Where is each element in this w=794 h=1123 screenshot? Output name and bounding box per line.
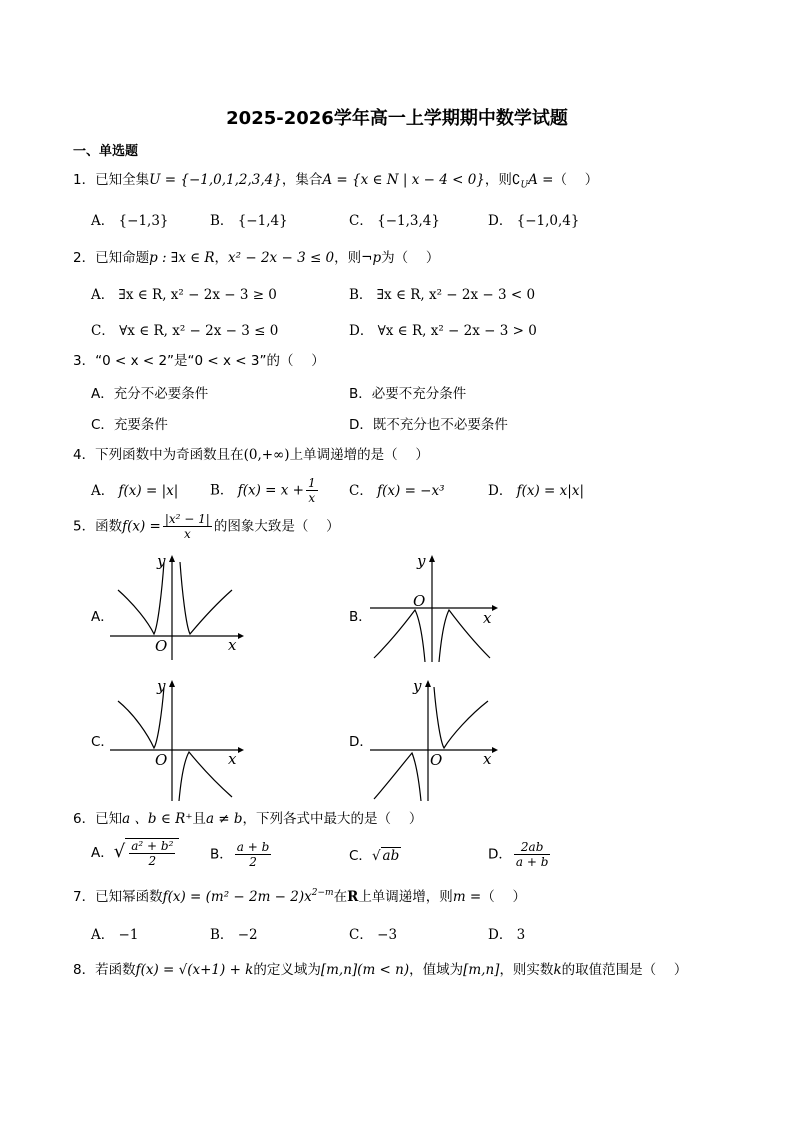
page-title: 2025-2026学年高一上学期期中数学试题 xyxy=(226,108,568,129)
complement-subscript: U xyxy=(520,180,529,191)
origin-label: O xyxy=(413,592,426,610)
fraction: $\frac{1}{x}$ xyxy=(307,476,316,505)
question-7 xyxy=(73,889,526,905)
question-text: ，则实数 xyxy=(499,962,554,978)
x-axis-label: x xyxy=(483,750,492,768)
question-text: 已知命题 xyxy=(95,250,150,266)
fraction: $\frac{a + b}{2}$ xyxy=(236,840,270,869)
question-text: ，值域为 xyxy=(409,962,464,978)
x-axis-label: x xyxy=(483,609,492,627)
math-range: [m,n] xyxy=(463,962,500,978)
q5-option-d[interactable]: D． xyxy=(349,734,373,750)
q2-option-c[interactable]: C． ∀x ∈ R, x² − 2x − 3 ≤ 0 xyxy=(91,323,279,339)
question-number: 2． xyxy=(73,250,96,266)
math-negation: ¬p xyxy=(361,250,382,266)
question-text: 若函数 xyxy=(95,962,136,978)
graph-option-d[interactable] xyxy=(370,675,500,805)
question-text: 下列函数中为奇函数且在 xyxy=(95,447,244,463)
question-text: 为（ ） xyxy=(381,250,440,266)
question-number: 5． xyxy=(73,518,96,535)
question-6 xyxy=(73,811,422,827)
q6-option-b[interactable]: B． $\frac{a + b}{2}$ xyxy=(210,840,270,869)
complement-symbol: ∁ xyxy=(511,172,521,188)
math-reals: R xyxy=(347,889,359,905)
q3-option-b[interactable]: B．必要不充分条件 xyxy=(349,386,467,402)
origin-label: O xyxy=(155,751,168,769)
math-inequality: x² − 2x − 3 ≤ 0 xyxy=(228,250,335,266)
q7-option-c[interactable]: C． −3 xyxy=(349,927,398,943)
math-function: f(x) = xyxy=(122,518,161,535)
question-1 xyxy=(73,172,598,194)
q2-option-a[interactable]: A． ∃x ∈ R, x² − 2x − 3 ≥ 0 xyxy=(91,287,277,303)
math-vars: a 、b ∈ R⁺ xyxy=(122,811,193,827)
question-8 xyxy=(73,962,687,978)
sqrt-expression: √ $\frac{\text{a² + b²}}{2}$ xyxy=(114,838,180,868)
q7-option-b[interactable]: B． −2 xyxy=(210,927,258,943)
q2-option-b[interactable]: B． ∃x ∈ R, x² − 2x − 3 < 0 xyxy=(349,287,536,303)
graph-option-c[interactable] xyxy=(110,675,245,805)
question-number: 3． xyxy=(73,353,96,369)
question-text: ，则 xyxy=(334,250,362,266)
question-number: 1． xyxy=(73,172,96,188)
question-text: 的取值范围是（ ） xyxy=(561,962,688,978)
q5-option-c[interactable]: C． xyxy=(91,734,114,750)
question-number: 6． xyxy=(73,811,96,827)
y-axis-label: y xyxy=(413,677,422,695)
question-4 xyxy=(73,447,429,463)
question-text: 已知幂函数 xyxy=(95,889,163,905)
q6-option-c[interactable]: C．√ ab xyxy=(349,848,400,864)
q3-option-a[interactable]: A．充分不必要条件 xyxy=(91,386,209,402)
math-proposition: p : ∃x ∈ R xyxy=(149,250,215,266)
question-text: （ ） xyxy=(553,172,599,188)
q3-option-d[interactable]: D．既不充分也不必要条件 xyxy=(349,417,508,433)
y-axis-label: y xyxy=(157,552,166,570)
question-text: “0 < x < 2”是“0 < x < 3”的（ ） xyxy=(95,353,325,369)
math-interval: (0,+∞) xyxy=(243,447,290,463)
q4-option-b[interactable]: B． f(x) = x + $\frac{1}{x}$ xyxy=(210,476,316,505)
math-var: m = xyxy=(452,889,482,905)
y-axis-label: y xyxy=(157,677,166,695)
q1-option-d[interactable]: D． {−1,0,4} xyxy=(488,213,580,229)
x-axis-label: x xyxy=(228,636,237,654)
question-3 xyxy=(73,353,325,369)
graph-option-b[interactable] xyxy=(370,550,500,665)
math-set-u: U = {−1,0,1,2,3,4} xyxy=(149,172,282,188)
math-function: f(x) = √(x+1) + k xyxy=(135,962,254,978)
question-number: 7． xyxy=(73,889,96,905)
origin-label: O xyxy=(430,751,443,769)
question-text: 函数 xyxy=(95,518,123,535)
y-axis-label: y xyxy=(417,552,426,570)
question-text: 已知 xyxy=(95,811,123,827)
math-domain: [m,n](m < n) xyxy=(320,962,410,978)
question-text: 在 xyxy=(333,889,348,905)
question-text: 已知全集 xyxy=(95,172,150,188)
question-5 xyxy=(73,512,340,541)
math-var: k xyxy=(553,962,562,978)
q6-option-d[interactable]: D． $\frac{2ab}{a + b}$ xyxy=(488,840,549,869)
q1-option-c[interactable]: C． {−1,3,4} xyxy=(349,213,440,229)
q5-option-a[interactable]: A． xyxy=(91,609,114,625)
q1-option-a[interactable]: A． {−1,3} xyxy=(91,213,169,229)
q6-option-a[interactable]: A．√ $\frac{\text{a² + b²}}{2}$ xyxy=(91,838,179,868)
q5-option-b[interactable]: B． xyxy=(349,609,372,625)
question-text: 且 xyxy=(192,811,206,827)
q7-option-a[interactable]: A． −1 xyxy=(91,927,139,943)
question-text: 的定义域为 xyxy=(253,962,321,978)
math-set-a: A = {x ∈ N | x − 4 < 0} xyxy=(322,172,485,188)
q2-option-d[interactable]: D． ∀x ∈ R, x² − 2x − 3 > 0 xyxy=(349,323,537,339)
fraction: $\frac{\text{|x² − 1|}}{x}$ xyxy=(164,512,210,541)
math-function: f(x) = (m² − 2m − 2)x xyxy=(162,889,312,905)
origin-label: O xyxy=(155,637,168,655)
x-axis-label: x xyxy=(228,750,237,768)
question-2 xyxy=(73,250,439,266)
question-text: （ ） xyxy=(481,889,527,905)
question-number: 4． xyxy=(73,447,96,463)
q3-option-c[interactable]: C．充要条件 xyxy=(91,417,168,433)
math-neq: a ≠ b xyxy=(205,811,243,827)
question-text: ，下列各式中最大的是（ ） xyxy=(242,811,423,827)
q4-option-d[interactable]: D． f(x) = x|x| xyxy=(488,483,584,499)
q4-option-c[interactable]: C． f(x) = −x³ xyxy=(349,483,445,499)
question-text: 的图象大致是（ ） xyxy=(213,518,340,535)
question-text: ，集合 xyxy=(281,172,323,188)
q1-option-b[interactable]: B． {−1,4} xyxy=(210,213,288,229)
fraction: $\frac{2ab}{a + b}$ xyxy=(515,840,549,869)
sqrt-expression: √ ab xyxy=(371,848,400,864)
question-text: 上单调递增，则 xyxy=(358,889,453,905)
question-text: ，则 xyxy=(484,172,512,188)
question-number: 8． xyxy=(73,962,96,978)
section-heading: 一、单选题 xyxy=(73,144,139,159)
q4-option-a[interactable]: A． f(x) = |x| xyxy=(91,483,179,499)
math-var: A = xyxy=(528,172,554,188)
question-text: ， xyxy=(214,250,229,266)
math-exponent: 2−m xyxy=(311,888,334,898)
question-text: 上单调递增的是（ ） xyxy=(289,447,429,463)
q7-option-d[interactable]: D． 3 xyxy=(488,927,526,943)
graph-option-a[interactable] xyxy=(110,550,245,665)
